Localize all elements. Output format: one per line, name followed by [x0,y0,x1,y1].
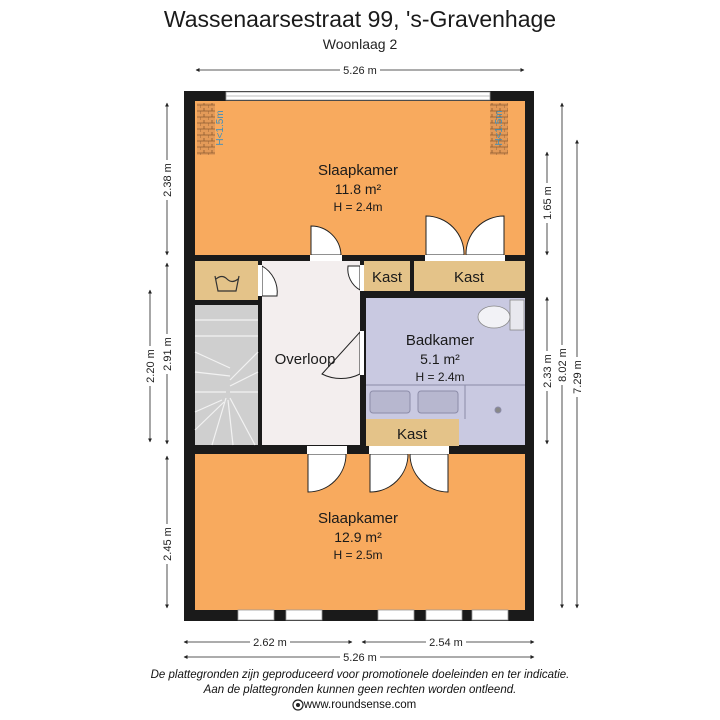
room-laundry-closet [195,261,258,300]
disclaimer-line-1: De plattegronden zijn geproduceerd voor promotionele doeleinden en ter indicatie. [150,669,570,681]
floorplan-title: Wassenaarsestraat 99, 's-Gravenhage [163,6,557,32]
slaapkamer-top-height: H = 2.4m [333,200,383,214]
floor-level-subtitle: Woonlaag 2 [322,36,398,52]
badkamer-height: H = 2.4m [415,370,465,384]
dim-bottom-right: 2.54 m [429,637,463,649]
credit-link[interactable]: www.roundsense.com [303,699,417,711]
dim-bottom-total: 5.26 m [343,652,377,664]
dim-left-middle-outer: 2.20 m [145,349,157,383]
overloop-label: Overloop [274,351,336,368]
slaapkamer-bottom-area: 12.9 m² [334,529,382,545]
dim-left-top: 2.38 m [162,163,174,197]
dim-top-width: 5.26 m [343,65,377,77]
dim-right-total-outer: 7.29 m [572,360,584,394]
slaapkamer-bottom-height: H = 2.5m [333,548,383,562]
dim-right-top: 1.65 m [542,186,554,220]
chimney-left [197,103,215,155]
kast-2-label: Kast [453,269,485,286]
badkamer-area: 5.1 m² [420,351,460,367]
slaapkamer-bottom-name: Slaapkamer [317,510,399,527]
badkamer-name: Badkamer [405,332,475,349]
dim-bottom-left: 2.62 m [253,637,287,649]
disclaimer-line-2: Aan de plattegronden kunnen geen rechten worden ontleend. [203,684,517,696]
height-marker-left: H<1.5m [215,110,226,146]
kast-1-label: Kast [371,269,403,286]
windows-top [226,92,490,100]
height-marker-right: H<1.5m [494,110,505,146]
dim-left-middle-inner: 2.91 m [162,337,174,371]
slaapkamer-top-area: 11.8 m² [334,181,382,197]
dim-right-middle: 2.33 m [542,354,554,388]
slaapkamer-top-name: Slaapkamer [317,162,399,179]
kast-3-label: Kast [396,426,428,443]
dim-right-total-inner: 8.02 m [557,348,569,382]
dim-left-bottom: 2.45 m [162,527,174,561]
